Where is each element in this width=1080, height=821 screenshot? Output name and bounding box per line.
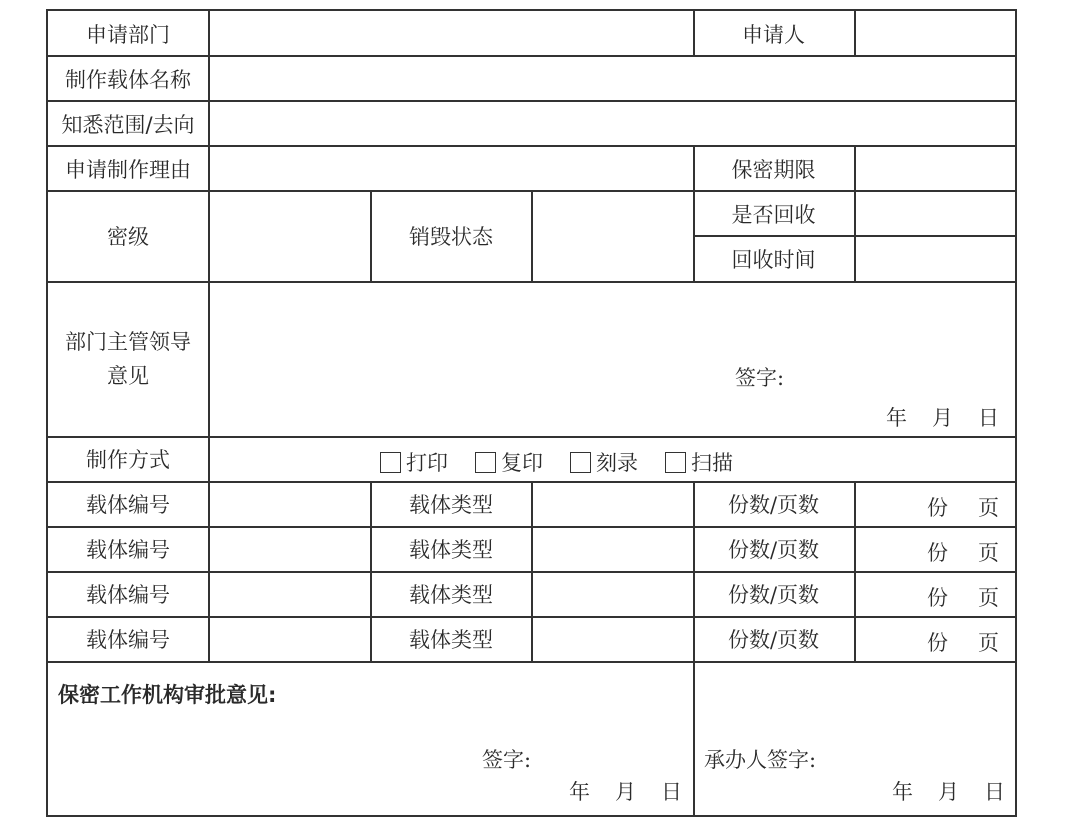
carrier-no-label: 载体编号 (86, 628, 170, 652)
copy-option-label: 复印 (501, 451, 543, 475)
level-field[interactable] (209, 191, 370, 281)
method-scan[interactable] (665, 447, 733, 477)
carrier-type-label: 载体类型 (409, 493, 493, 517)
recover-time-label: 回收时间 (731, 247, 816, 272)
print-checkbox[interactable] (380, 452, 401, 473)
leader-label-line2: 意见 (107, 364, 149, 388)
pages-unit: 页 (978, 496, 999, 520)
level-label: 密级 (107, 225, 149, 249)
destroy-label: 销毁状态 (409, 225, 493, 249)
burn-checkbox[interactable] (570, 452, 591, 473)
dept-field[interactable] (209, 11, 693, 56)
reason-field[interactable] (209, 146, 693, 191)
approval-sign-label: 签字: (482, 748, 532, 772)
period-field[interactable] (855, 146, 1015, 191)
copies-unit: 份 (927, 631, 948, 655)
scan-checkbox[interactable] (665, 452, 686, 473)
carrier-type-label: 载体类型 (409, 628, 493, 652)
carrier-count-label: 份数/页数 (727, 583, 820, 607)
application-form (46, 9, 1017, 817)
copies-unit: 份 (927, 541, 948, 565)
copies-unit: 份 (927, 496, 948, 520)
leader-day: 日 (978, 406, 999, 430)
copy-checkbox[interactable] (475, 452, 496, 473)
copies-unit: 份 (927, 586, 948, 610)
scope-field[interactable] (209, 101, 1015, 146)
carrier-name-field[interactable] (209, 56, 1015, 101)
applicant-field[interactable] (855, 11, 1015, 56)
method-burn[interactable] (570, 447, 638, 477)
handler-month: 月 (938, 780, 959, 804)
approval-day: 日 (661, 780, 682, 804)
recover-label: 是否回收 (731, 202, 816, 227)
pages-unit: 页 (978, 586, 999, 610)
leader-label-line1: 部门主管领导 (65, 330, 191, 354)
carrier-name-label: 制作载体名称 (65, 67, 191, 92)
handler-day: 日 (984, 780, 1005, 804)
approval-month: 月 (615, 780, 636, 804)
recover-time-field[interactable] (855, 236, 1015, 281)
scan-option-label: 扫描 (691, 451, 733, 475)
dept-label: 申请部门 (86, 22, 170, 47)
handler-year: 年 (892, 780, 913, 804)
carrier-no-label: 载体编号 (86, 493, 170, 517)
leader-month: 月 (932, 406, 953, 430)
destroy-field[interactable] (532, 191, 693, 281)
leader-opinion-label (48, 282, 208, 436)
approval-label: 保密工作机构审批意见: (58, 683, 277, 707)
method-print[interactable] (380, 447, 448, 477)
carrier-count-label: 份数/页数 (727, 538, 820, 562)
method-options (380, 447, 760, 478)
burn-option-label: 刻录 (596, 451, 638, 475)
carrier-count-label: 份数/页数 (727, 493, 820, 517)
carrier-no-label: 载体编号 (86, 538, 170, 562)
method-label: 制作方式 (86, 448, 170, 472)
carrier-no-label: 载体编号 (86, 583, 170, 607)
pages-unit: 页 (978, 631, 999, 655)
carrier-count-label: 份数/页数 (727, 628, 820, 652)
applicant-label: 申请人 (742, 22, 805, 47)
reason-label: 申请制作理由 (65, 157, 191, 182)
carrier-type-label: 载体类型 (409, 538, 493, 562)
carrier-type-label: 载体类型 (409, 583, 493, 607)
period-label: 保密期限 (731, 157, 816, 182)
leader-sign-label: 签字: (735, 366, 785, 390)
pages-unit: 页 (978, 541, 999, 565)
scope-label: 知悉范围/去向 (61, 112, 195, 137)
print-option-label: 打印 (406, 451, 448, 475)
recover-field[interactable] (855, 191, 1015, 236)
leader-year: 年 (886, 406, 907, 430)
method-copy[interactable] (475, 447, 543, 477)
approval-year: 年 (569, 780, 590, 804)
handler-sign-label: 承办人签字: (704, 748, 817, 772)
